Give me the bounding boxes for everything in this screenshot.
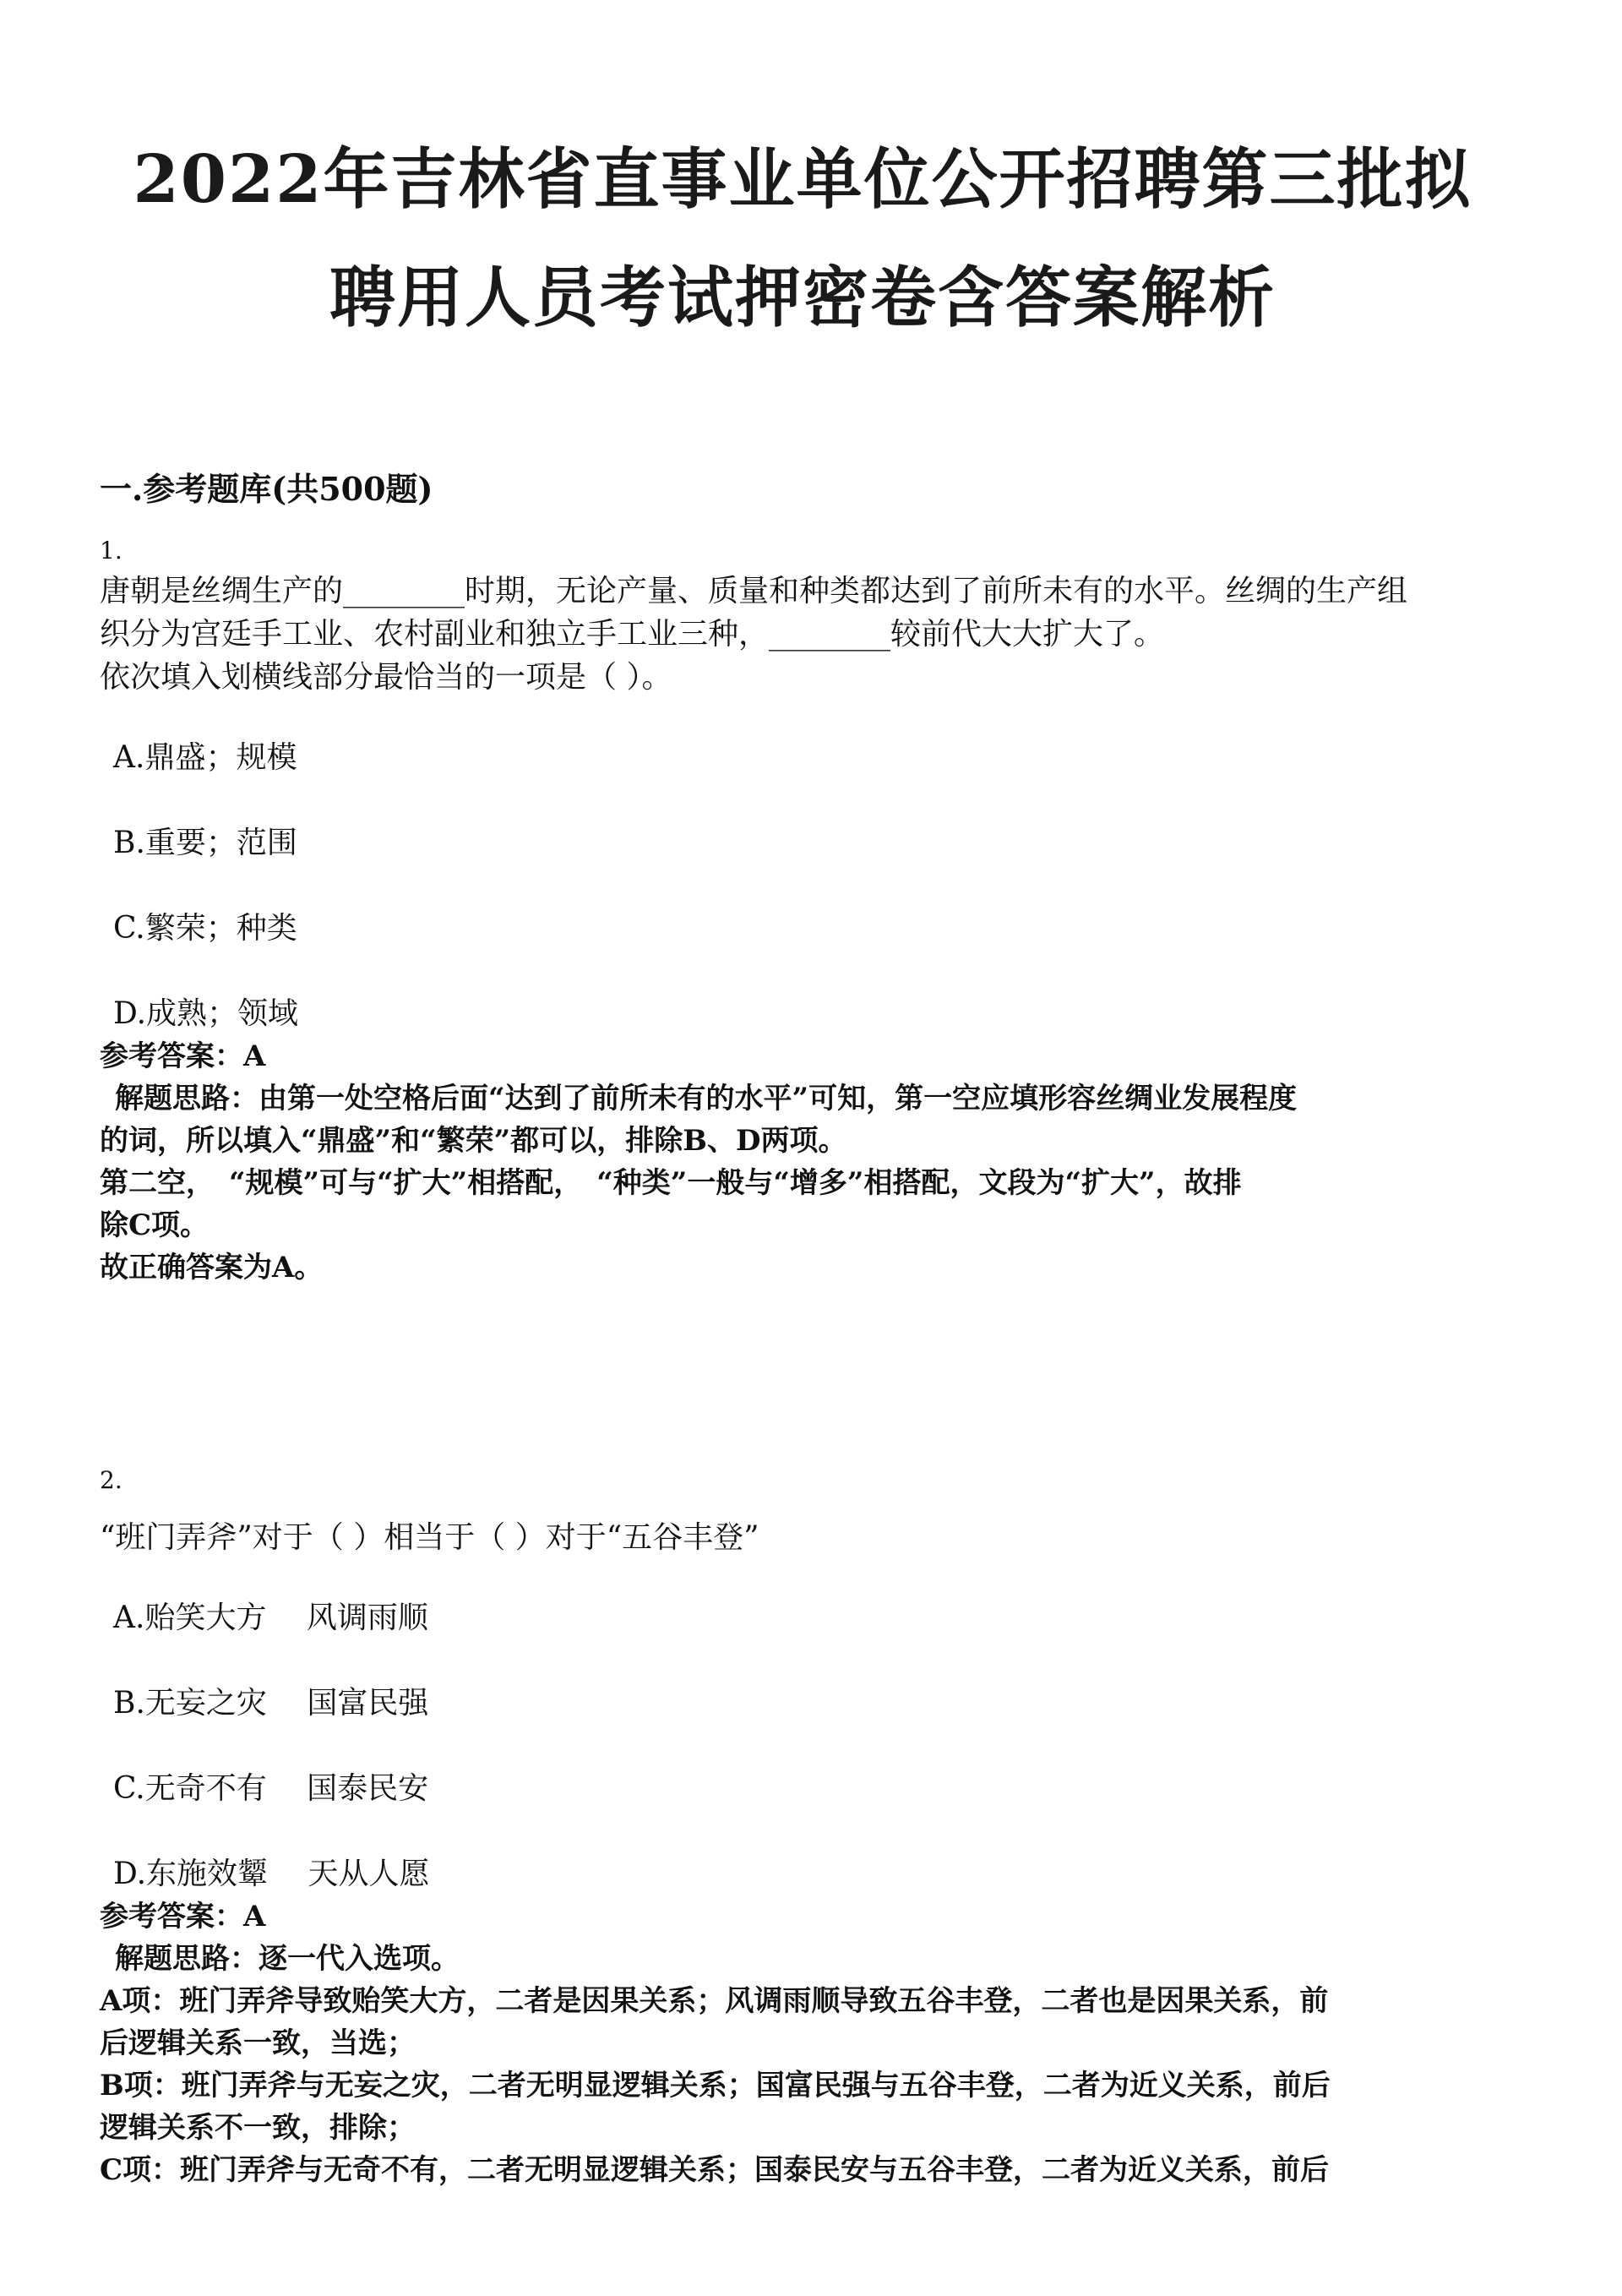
question-number: 1. bbox=[100, 537, 122, 564]
explanation-line: B项：班门弄斧与无妄之灾，二者无明显逻辑关系；国富民强与五谷丰登，二者为近义关系，前后 bbox=[100, 2069, 1331, 2102]
explanation-line: C项：班门弄斧与无奇不有，二者无明显逻辑关系；国泰民安与五谷丰登，二者为近义关系，前后 bbox=[100, 2153, 1330, 2187]
section-heading: 一.参考题库(共500题) bbox=[100, 470, 433, 508]
explanation bbox=[100, 1938, 1527, 2191]
explanation-line: 故正确答案为A。 bbox=[100, 1251, 324, 1284]
explanation-line: A项：班门弄斧导致贻笑大方，二者是因果关系；风调雨顺导致五谷丰登，二者也是因果关系，前 bbox=[100, 1984, 1329, 2018]
option-list bbox=[100, 736, 1527, 1035]
explanation-line: 解题思路：逐一代入选项。 bbox=[115, 1942, 460, 1976]
explanation-line: 第二空， “规模”可与“扩大”相搭配， “种类”一般与“增多”相搭配，文段为“扩大”，故排 bbox=[100, 1166, 1242, 1200]
option-b: B.重要；范围 bbox=[113, 826, 297, 860]
document-title-line-2: 聘用人员考试押密卷含答案解析 bbox=[329, 259, 1276, 336]
option-c: C.无奇不有 国泰民安 bbox=[113, 1771, 429, 1806]
stem-line: 依次填入划横线部分最恰当的一项是（ ）。 bbox=[100, 660, 672, 695]
question-1 bbox=[100, 532, 1527, 1289]
option-c: C.繁荣；种类 bbox=[113, 911, 297, 946]
explanation-line: 逻辑关系不一致，排除； bbox=[100, 2111, 416, 2145]
option-list bbox=[100, 1596, 1527, 1895]
explanation-line: 解题思路：由第一处空格后面“达到了前所未有的水平”可知，第一空应填形容丝绸业发展程度 bbox=[115, 1082, 1298, 1115]
question-stem bbox=[100, 1516, 1527, 1559]
reference-answer: 参考答案：A bbox=[100, 1900, 266, 1933]
option-d: D.成熟；领域 bbox=[113, 996, 299, 1031]
question-number: 2. bbox=[100, 1466, 122, 1494]
explanation-line: 后逻辑关系一致，当选； bbox=[100, 2026, 416, 2060]
option-b: B.无妄之灾 国富民强 bbox=[113, 1686, 429, 1721]
question-2 bbox=[100, 1462, 1527, 2191]
explanation bbox=[100, 1077, 1527, 1289]
explanation-line: 除C项。 bbox=[100, 1208, 210, 1242]
stem-line: 唐朝是丝绸生产的________时期，无论产量、质量和种类都达到了前所未有的水平。丝绸的生产组 bbox=[100, 574, 1408, 608]
option-a: A.贻笑大方 风调雨顺 bbox=[113, 1601, 428, 1635]
option-d: D.东施效颦 天从人愿 bbox=[113, 1857, 430, 1891]
stem-line: 织分为宫廷手工业、农村副业和独立手工业三种，________较前代大大扩大了。 bbox=[100, 617, 1165, 652]
document-title-line-1: 2022年吉林省直事业单位公开招聘第三批拟 bbox=[133, 141, 1472, 218]
explanation-line: 的词，所以填入“鼎盛”和“繁荣”都可以，排除B、D两项。 bbox=[100, 1124, 847, 1158]
reference-answer: 参考答案：A bbox=[100, 1039, 266, 1073]
question-stem bbox=[100, 570, 1527, 699]
option-a: A.鼎盛；规模 bbox=[113, 740, 297, 775]
stem-line: “班门弄斧”对于（ ）相当于（ ）对于“五谷丰登” bbox=[100, 1520, 759, 1555]
